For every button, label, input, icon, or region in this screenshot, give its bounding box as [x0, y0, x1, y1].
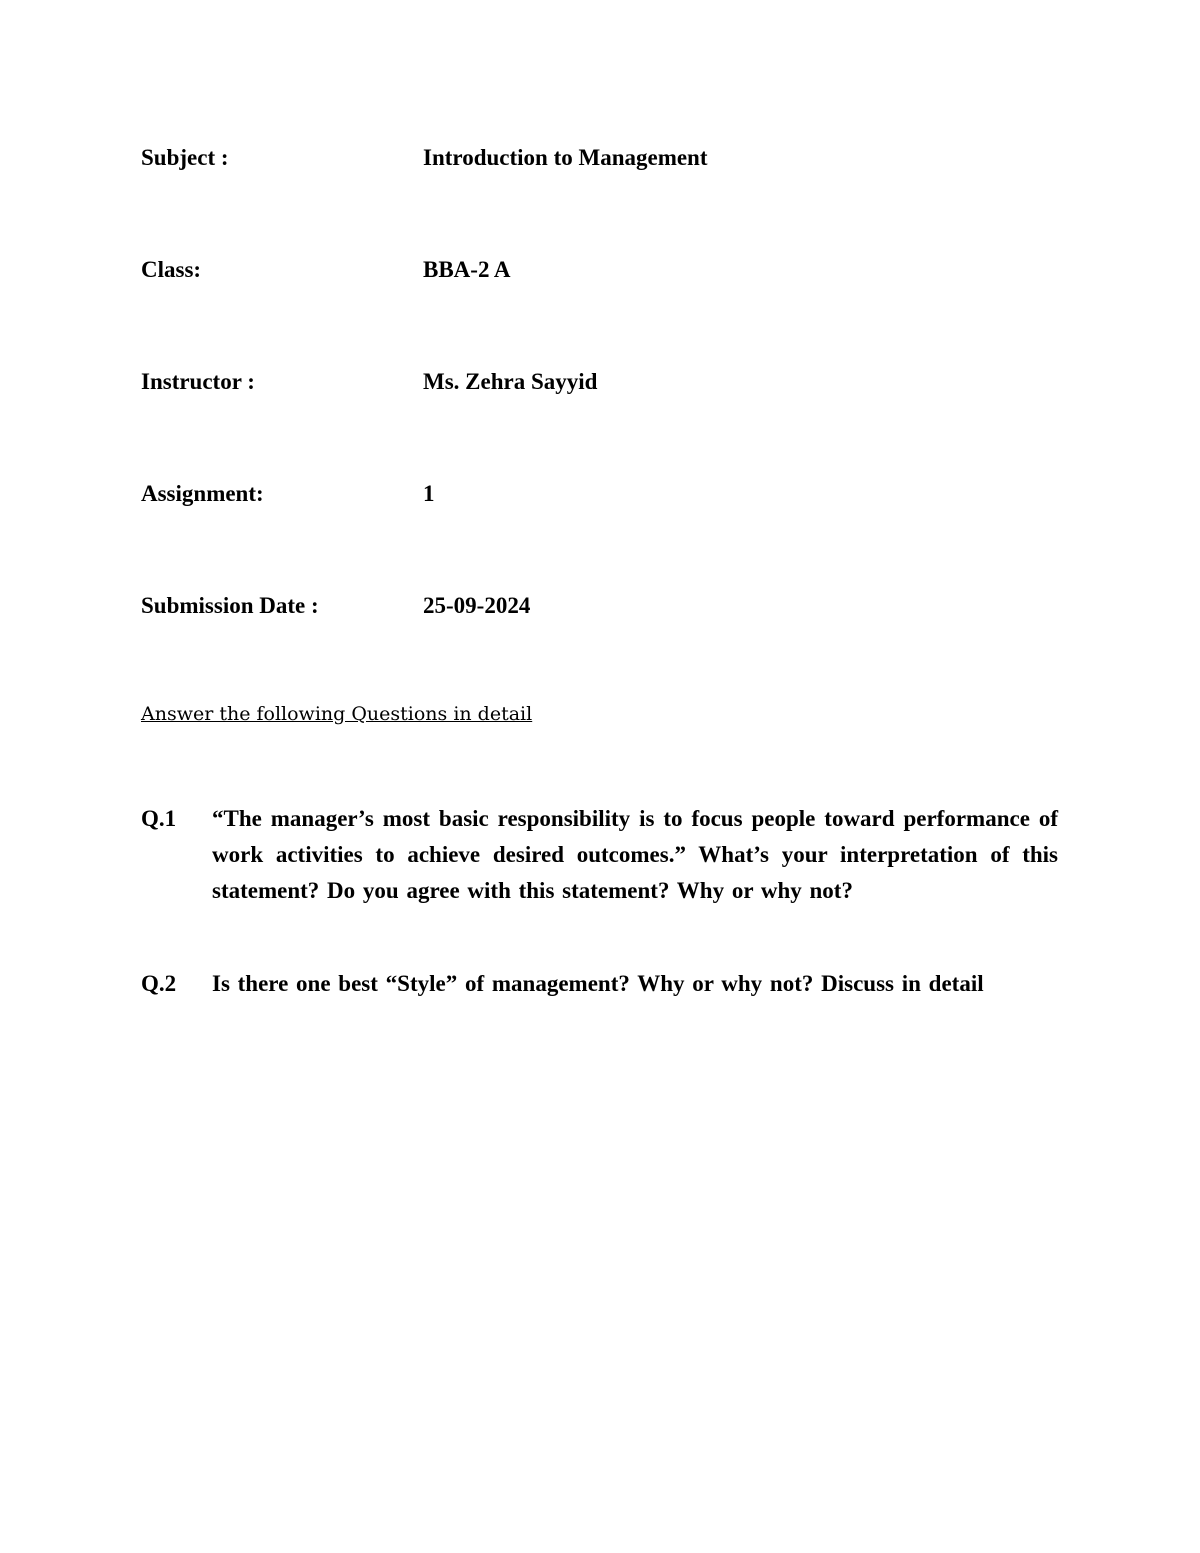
- class-row: [141, 254, 1061, 286]
- question-2-number: Q.2: [141, 971, 177, 996]
- instructor-row: [141, 366, 1061, 398]
- class-value: BBA-2 A: [423, 257, 511, 282]
- question-2: [141, 966, 1058, 1002]
- assignment-row: [141, 478, 1061, 510]
- question-1-number: Q.1: [141, 806, 177, 831]
- question-2-text: Is there one best “Style” of management? Why or why not? Discuss in detail: [212, 971, 984, 996]
- submission-date-label: Submission Date :: [141, 593, 319, 618]
- instruction-heading: Answer the following Questions in detail: [141, 703, 533, 725]
- assignment-value: 1: [423, 481, 435, 506]
- submission-date-value: 25-09-2024: [423, 593, 531, 618]
- subject-label: Subject :: [141, 145, 229, 170]
- subject-row: [141, 142, 1061, 174]
- instructor-label: Instructor :: [141, 369, 255, 394]
- subject-value: Introduction to Management: [423, 145, 708, 170]
- class-label: Class:: [141, 257, 202, 282]
- submission-date-row: [141, 590, 1061, 622]
- instructor-value: Ms. Zehra Sayyid: [423, 369, 598, 394]
- question-1: [141, 801, 1058, 909]
- question-1-text: “The manager’s most basic responsibility is to focus people toward performance of work activities to achieve desired outcomes.” What’s your interpretation of this statement? Do you agree with this statement? Why or why not?: [212, 806, 1058, 903]
- assignment-label: Assignment:: [141, 481, 264, 506]
